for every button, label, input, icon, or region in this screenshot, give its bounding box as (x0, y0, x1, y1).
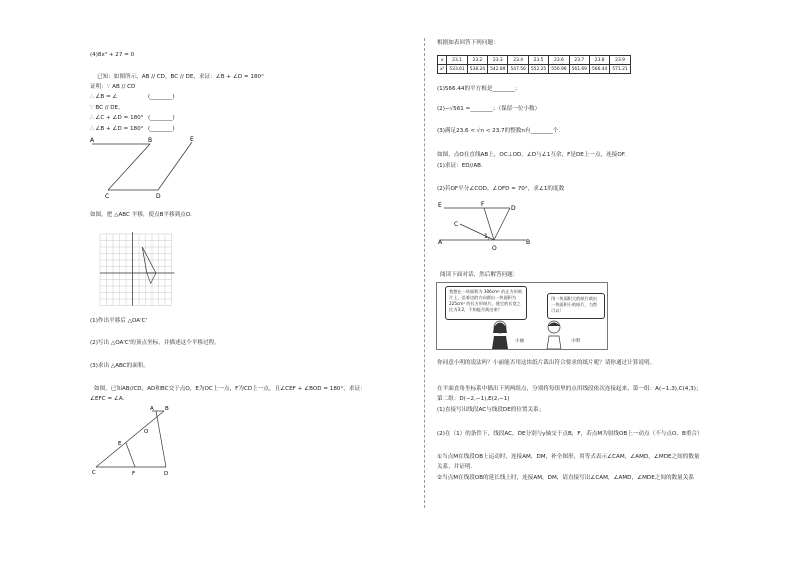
label-D: D (511, 205, 516, 212)
speech-bubble-left (445, 286, 527, 320)
boy-figure (541, 319, 567, 349)
dialog-question: 你同意小明的说法吗？小丽能否用这块纸片裁出符合要求的纸片呢？请你通过计算说明。 (437, 360, 656, 366)
translate-stem: 如图，把 △ABC 平移，使点B平移到点O. (90, 212, 192, 218)
proof-line-4: ∴ ∠C + ∠D = 180° (90, 115, 144, 121)
label-O: O (492, 245, 497, 252)
row1-cell-0: x (438, 56, 447, 65)
row2-cell-1: 533.61 (447, 65, 467, 74)
parallel-figure (88, 134, 208, 202)
row1-cell-5: 23.5 (528, 56, 548, 65)
label-A: A (90, 137, 95, 144)
label-B: B (165, 406, 169, 412)
label-F: F (481, 201, 485, 208)
coord-q2-b: ②当点M在线段OB的延长线上时，连接AM，DM，请直接写出∠CAM，∠AMD，∠MDE之间的数量关系 (437, 475, 694, 481)
sqrt-q3: (3)满足23.6 < √n < 23.7的整数n有________个. (437, 128, 561, 134)
coord-q1: (1)直接写出线段AC与线段DE的位置关系； (437, 407, 545, 413)
sqrt-q1: (1)566.44的平方根是________； (437, 86, 521, 92)
label-D: D (156, 193, 161, 200)
translate-q3: (3)求出 △ABC的面积。 (90, 363, 150, 369)
label-F: F (132, 471, 136, 477)
proof-given: 已知：如图所示，AB // CD，BC // DE，求证：∠B + ∠D = 180° (97, 74, 264, 80)
label-B: B (148, 137, 153, 144)
row1-cell-1: 23.1 (447, 56, 467, 65)
equation-4: (4)8x³ + 27 = 0 (90, 52, 135, 58)
label-B: B (526, 239, 531, 246)
square-table (437, 55, 631, 74)
bubble-left-text: 我想在一块面积为 306cm² 的正方形纸片上，沿着边的方向裁出一块面积为 225cm² 的长方形纸片，使它的长宽之比为3:2，不知能否裁出来？ (449, 289, 523, 312)
parallel-stem-2: ∠EFC = ∠A. (90, 396, 125, 402)
row1-cell-8: 23.8 (589, 56, 609, 65)
row2-cell-4: 547.56 (508, 65, 528, 74)
row2-cell-3: 542.89 (488, 65, 508, 74)
triangle-guide (147, 273, 156, 283)
translate-q2: (2)写出 △OA'C'的顶点坐标，并描述这个平移过程。 (90, 340, 220, 346)
row1-cell-7: 23.7 (569, 56, 589, 65)
coord-q2-a-2: 关系，并证明. (437, 464, 473, 470)
label-O: O (144, 429, 149, 435)
label-E: E (190, 136, 194, 143)
row1-cell-4: 23.4 (508, 56, 528, 65)
row2-cell-7: 561.69 (569, 65, 589, 74)
row1-cell-9: 23.9 (610, 56, 630, 65)
intersecting-figure (88, 405, 178, 477)
row2-cell-8: 566.44 (589, 65, 609, 74)
label-1: 1 (484, 233, 488, 240)
row2-cell-5: 552.25 (528, 65, 548, 74)
grid-figure (96, 230, 180, 312)
dialog-stem: 阅读下面对话，然后解答问题： (440, 272, 519, 278)
label-A: A (438, 239, 443, 246)
angle-figure (436, 200, 546, 252)
label-A: A (150, 406, 154, 412)
proof-line-5: ∴ ∠B + ∠D = 180° (90, 126, 144, 132)
label-C: C (105, 193, 110, 200)
row1-cell-3: 23.3 (488, 56, 508, 65)
angle-q1: (1)求证：ED//AB. (437, 163, 483, 169)
row2-cell-0: x² (438, 65, 447, 74)
name-xiaoming: 小明 (571, 339, 580, 344)
proof-reason-2: (________) (148, 115, 175, 121)
bubble-right-text: 用一块面积大的纸片裁出一块面积小的纸片，当然可以！ (551, 296, 598, 313)
speech-bubble-right (547, 293, 605, 319)
coord-stem-1: 在平面直角坐标系中描出下列两组点，分别将每组里的点用线段依次连接起来，第一组：A(−1,3),C(4,3)； (437, 386, 702, 392)
proof-line-1: 证明：∵ AB // CD (90, 84, 136, 90)
row2-cell-2: 538.24 (467, 65, 487, 74)
proof-reason-3: (________) (148, 126, 175, 132)
coord-q2: (2)在（1）的条件下，线段AC，DE分别与y轴交于点B，F，若点M为射线OB上一动点（不与点O，B重合） (437, 431, 703, 437)
name-xiaoli: 小丽 (515, 339, 524, 344)
proof-reason-1: (________) (148, 94, 175, 100)
sqrt-q2: (2)−√561 ≈________；（保留一位小数） (437, 106, 541, 112)
coord-stem-2: 第二组：D(−2,−1),E(2,−1) (437, 396, 510, 402)
label-D: D (164, 471, 169, 477)
label-E: E (118, 441, 122, 447)
label-C: C (454, 221, 459, 228)
row1-cell-2: 23.2 (467, 56, 487, 65)
dialog-illustration (436, 282, 608, 350)
row2-cell-9: 571.21 (610, 65, 630, 74)
column-divider (424, 38, 425, 508)
label-C: C (92, 470, 96, 476)
row1-cell-6: 23.6 (549, 56, 569, 65)
proof-line-3: ∵ BC // DE， (90, 105, 124, 111)
girl-figure (487, 319, 513, 349)
coord-q2-a-1: ①当点M在线段OB上运动时，连接AM，DM，补全图形，用等式表示∠CAM，∠AMD，∠MDE之间的数量 (437, 454, 700, 460)
angle-q2: (2)若OF平分∠COD，∠OFD = 70°，求∠1的度数 (437, 186, 565, 192)
translate-q1: (1)作出平移后 △OA'C' (90, 318, 148, 324)
parallel-stem-1: 如图，已知AB//CD，AD和BC交于点O，E为OC上一点，F为CD上一点，且∠CEF + ∠BOD = 180°，求证： (94, 386, 366, 392)
proof-line-2: ∴ ∠B = ∠ (90, 94, 118, 100)
row2-cell-6: 556.96 (549, 65, 569, 74)
label-E: E (438, 202, 442, 209)
angle-stem: 如图，点O在直线AB上，OC⊥OD，∠D与∠1互余，F是DE上一点，连接OF. (437, 152, 626, 158)
table-intro: 根据如表回答下列问题： (437, 40, 499, 46)
